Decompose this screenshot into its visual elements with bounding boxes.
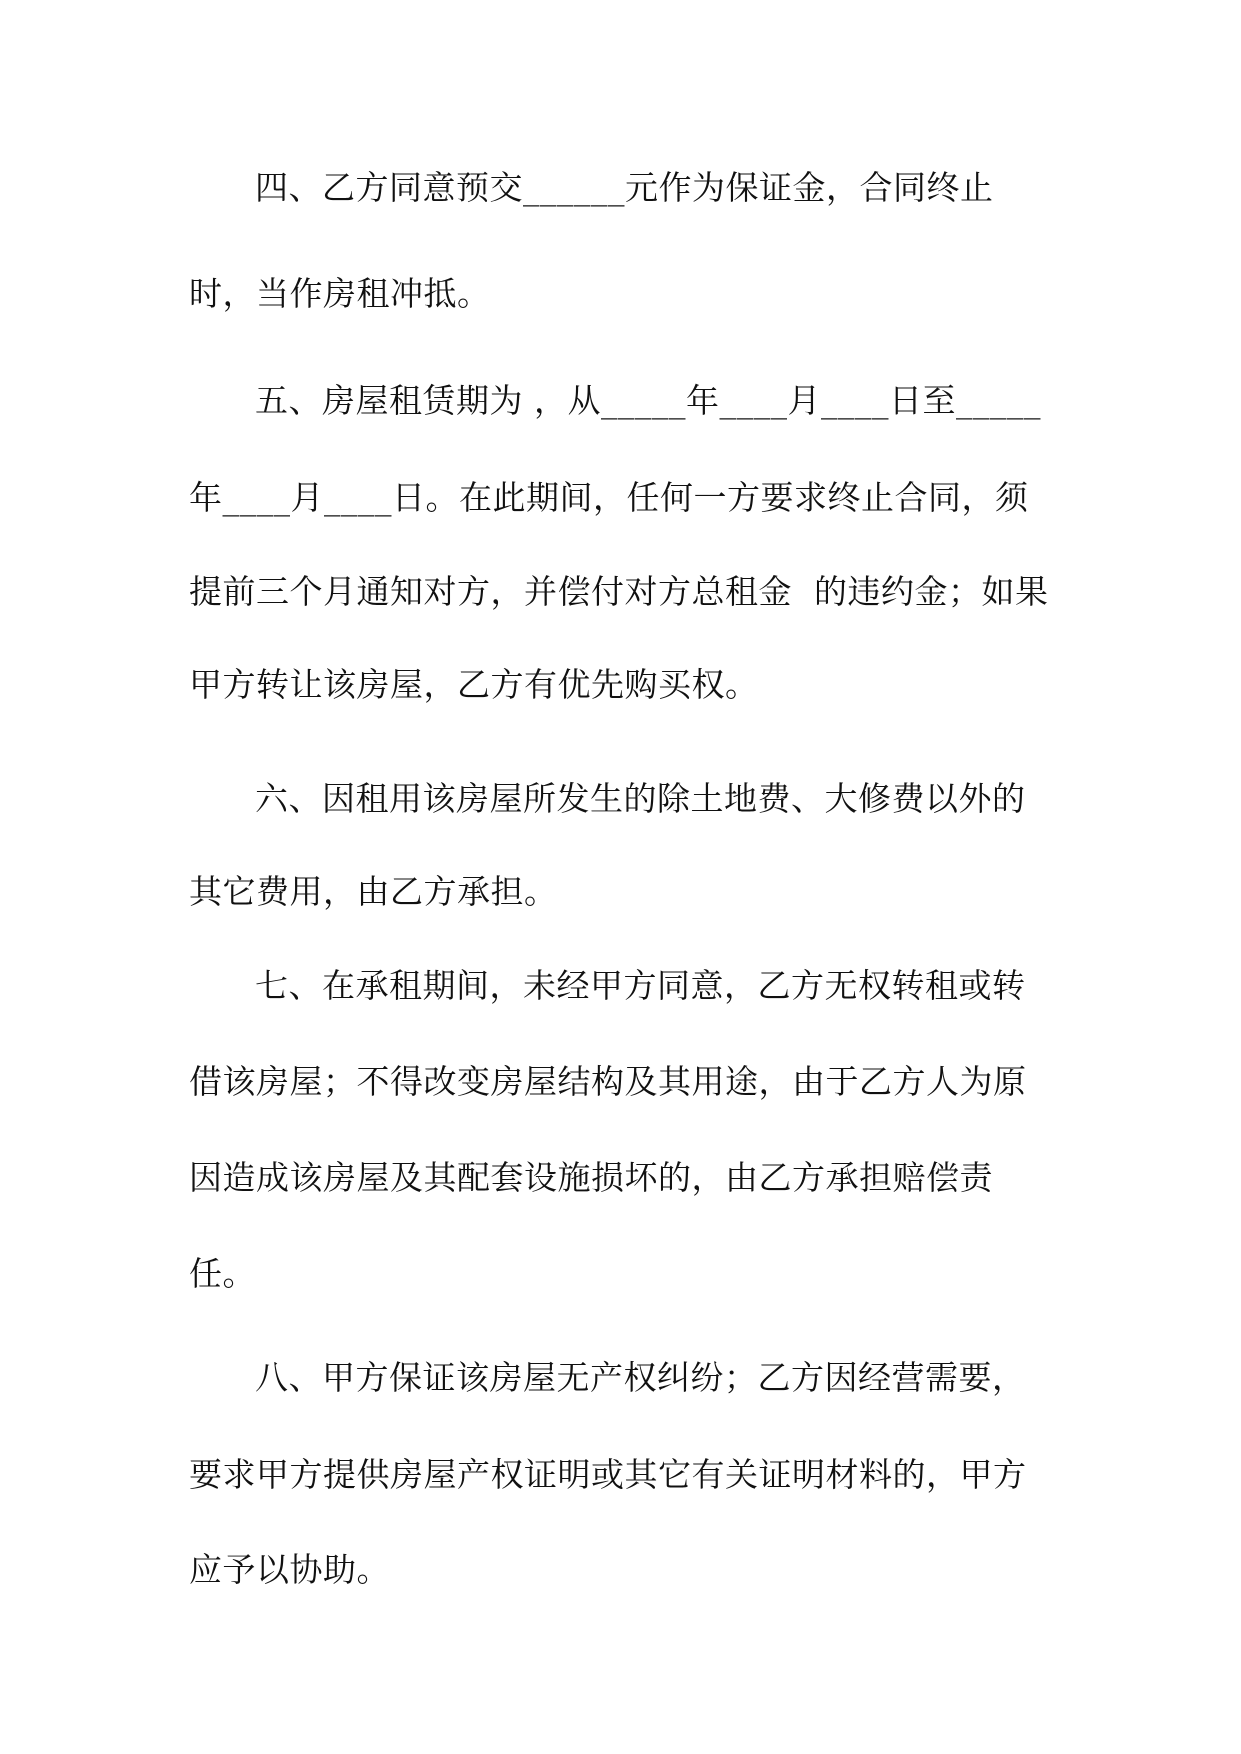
clause-8-line-3: 应予以协助。 bbox=[189, 1550, 390, 1589]
clause-4-line-2: 时，当作房租冲抵。 bbox=[189, 274, 491, 313]
clause-5-line-1: 五、房屋租赁期为 ，从_____年____月____日至_____ bbox=[255, 381, 1041, 420]
clause-7-line-1: 七、在承租期间，未经甲方同意，乙方无权转租或转 bbox=[255, 966, 1026, 1005]
clause-7-line-4: 任。 bbox=[189, 1254, 256, 1293]
clause-5-line-3: 提前三个月通知对方，并偿付对方总租金 的违约金；如果 bbox=[189, 572, 1049, 611]
clause-4-line-1: 四、乙方同意预交______元作为保证金，合同终止 bbox=[255, 168, 994, 207]
clause-5-line-2: 年____月____日。在此期间，任何一方要求终止合同，须 bbox=[189, 478, 1029, 517]
clause-8-line-2: 要求甲方提供房屋产权证明或其它有关证明材料的，甲方 bbox=[189, 1455, 1027, 1494]
clause-8-line-1: 八、甲方保证该房屋无产权纠纷；乙方因经营需要， bbox=[255, 1358, 1026, 1397]
clause-7-line-3: 因造成该房屋及其配套设施损坏的，由乙方承担赔偿责 bbox=[189, 1158, 993, 1197]
clause-6-line-2: 其它费用，由乙方承担。 bbox=[189, 872, 558, 911]
clause-7-line-2: 借该房屋；不得改变房屋结构及其用途，由于乙方人为原 bbox=[189, 1062, 1027, 1101]
clause-5-line-4: 甲方转让该房屋，乙方有优先购买权。 bbox=[189, 665, 759, 704]
clause-6-line-1: 六、因租用该房屋所发生的除土地费、大修费以外的 bbox=[255, 779, 1026, 818]
